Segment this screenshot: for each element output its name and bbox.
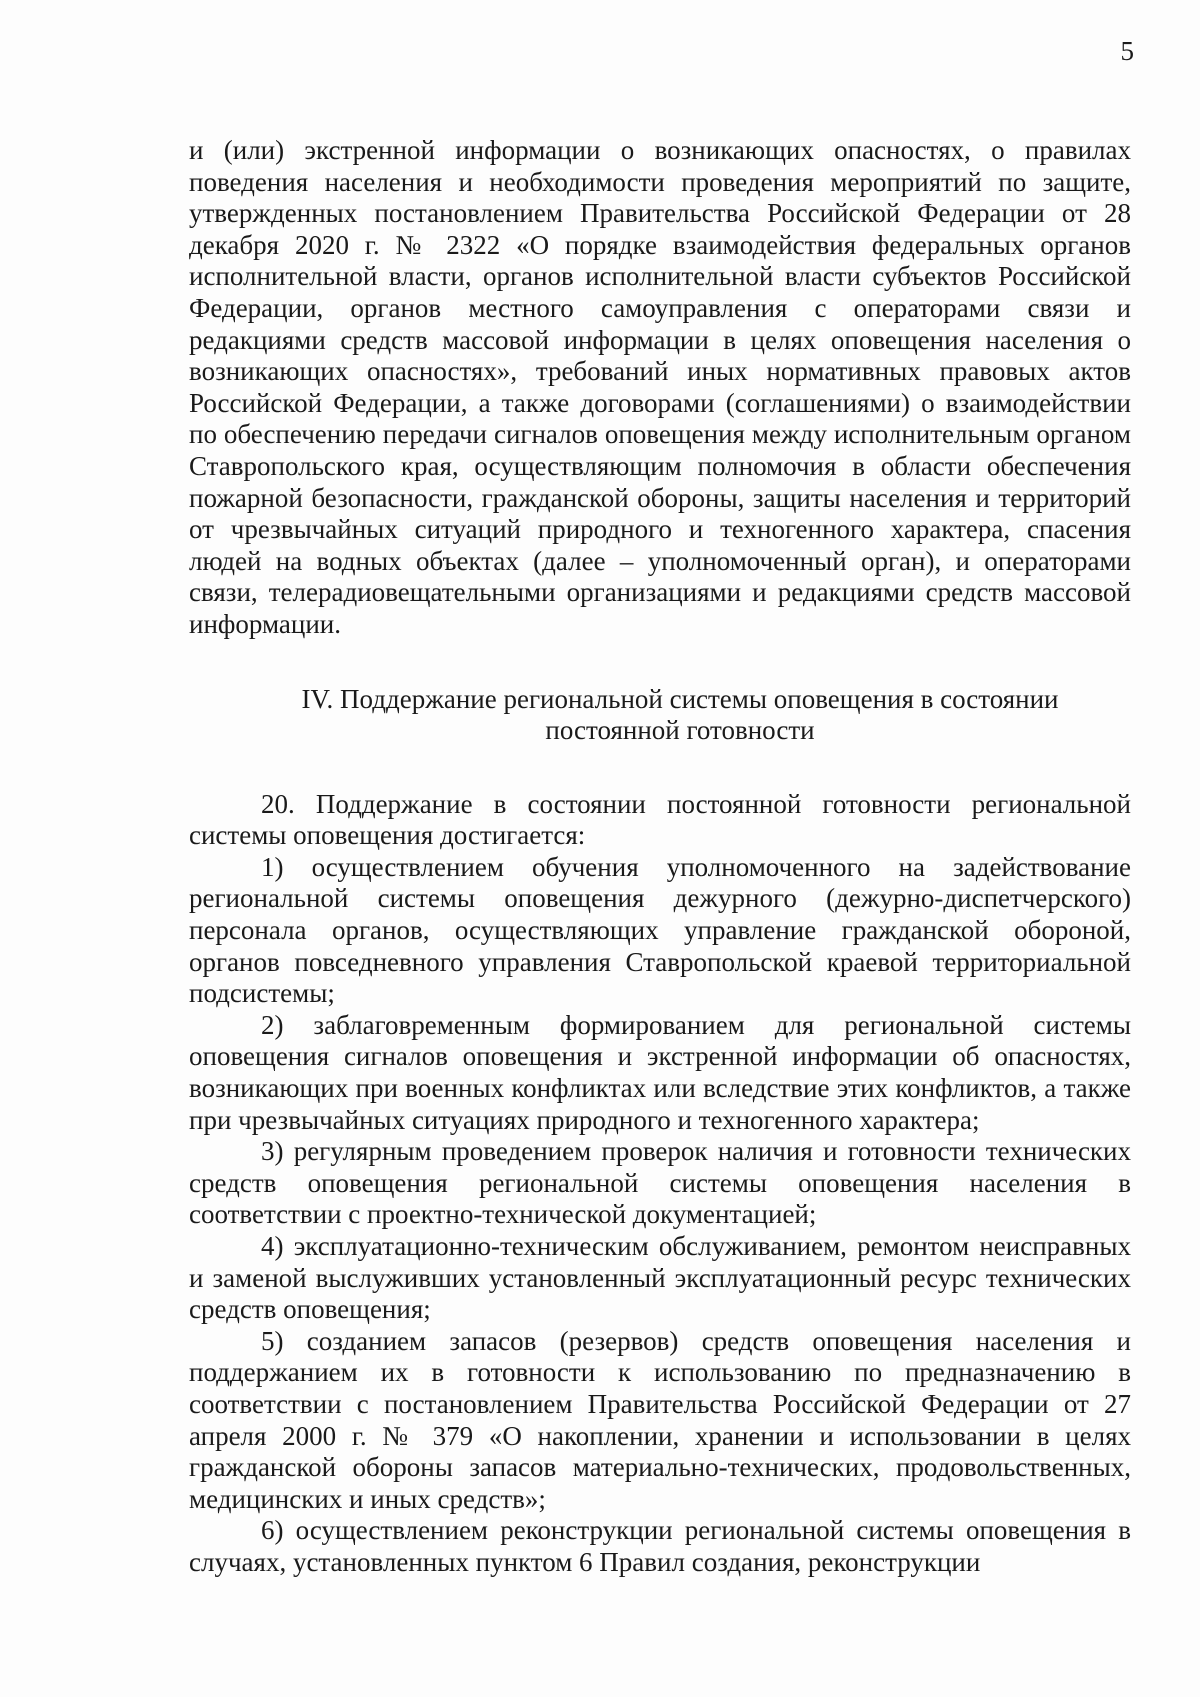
document-body [189, 135, 1131, 1579]
list-item-1: 1) осуществлением обучения уполномоченного на задействование региональной системы оповещения дежурного (дежурно-диспетчерского) персонала органов, осуществляющих управление гражданской обороной, органов повседневного управления Ставропольской краевой территориальной подсистемы; [189, 851, 1131, 1009]
list-item-6: 6) осуществлением реконструкции региональной системы оповещения в случаях, установленных пунктом 6 Правил создания, реконструкции [189, 1515, 1131, 1577]
list-item-2: 2) заблаговременным формированием для региональной системы оповещения сигналов оповещения и экстренной информации об опасностях, возникающих при военных конфликтах или вследствие этих конфликтов, а также при чрезвычайных ситуациях природного и техногенного характера; [189, 1009, 1131, 1135]
list-item-3: 3) регулярным проведением проверок наличия и готовности технических средств оповещения региональной системы оповещения населения в соответствии с проектно-технической документацией; [189, 1136, 1131, 1230]
page-number: 5 [1120, 36, 1134, 66]
section-heading-line-2: постоянной готовности [545, 715, 815, 746]
section-heading-line-1: IV. Поддержание региональной системы оповещения в состоянии [301, 683, 1059, 714]
list-item-4: 4) эксплуатационно-техническим обслуживанием, ремонтом неисправных и заменой выслуживших установленный эксплуатационный ресурс технических средств оповещения; [189, 1231, 1131, 1325]
list-item-5: 5) созданием запасов (резервов) средств оповещения населения и поддержанием их в готовности к использованию по предназначению в соответствии с постановлением Правительства Российской Федерации от 27 апреля 2000 г. № 379 «О накоплении, хранении и использовании в целях гражданской обороны запасов материально-технических, продовольственных, медицинских и иных средств»; [189, 1325, 1131, 1514]
paragraph-20: 20. Поддержание в состоянии постоянной готовности региональной системы оповещения достигается: [189, 788, 1131, 851]
intro-paragraph: и (или) экстренной информации о возникающих опасностях, о правилах поведения населения и необходимости проведения мероприятий по защите, утвержденных постановлением Правительства Российской Федерации от 28 декабря 2020 г. № 2322 «О порядке взаимодействия федеральных органов исполнительной власти, органов исполнительной власти субъектов Российской Федерации, органов местного самоуправления с операторами связи и редакциями средств массовой информации в целях оповещения населения о возникающих опасностях», требований иных нормативных правовых актов Российской Федерации, а также договорами (соглашениями) о взаимодействии по обеспечению передачи сигналов оповещения между исполнительным органом Ставропольского края, осуществляющим полномочия в области обеспечения пожарной безопасности, гражданской обороны, защиты населения и территорий от чрезвычайных ситуаций природного и техногенного характера, спасения людей на водных объектах (далее – уполномоченный орган), и операторами связи, телерадиовещательными организациями и редакциями средств массовой информации. [189, 135, 1131, 639]
section-heading [189, 684, 1131, 747]
